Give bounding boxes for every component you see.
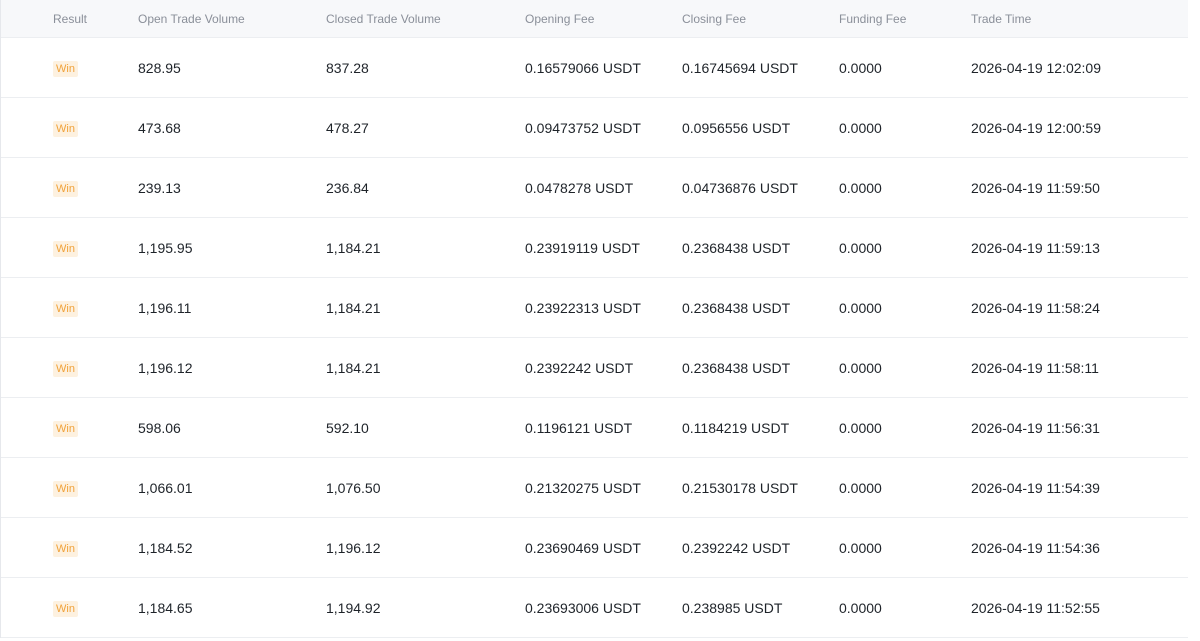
opening-fee: 0.21320275 USDT <box>525 479 641 496</box>
trade-time: 2026-04-19 12:02:09 <box>971 59 1101 76</box>
table-row[interactable] <box>1 398 1188 458</box>
trade-time: 2026-04-19 11:59:13 <box>971 239 1100 256</box>
table-row[interactable] <box>1 218 1188 278</box>
open-trade-volume: 598.06 <box>138 419 181 436</box>
funding-fee: 0.0000 <box>839 299 882 316</box>
closed-trade-volume: 236.84 <box>326 179 369 196</box>
open-trade-volume: 239.13 <box>138 179 181 196</box>
result-cell <box>1 419 138 437</box>
funding-fee: 0.0000 <box>839 239 882 256</box>
header-opening-fee: Opening Fee <box>525 11 595 26</box>
trade-time: 2026-04-19 11:52:55 <box>971 599 1100 616</box>
funding-fee: 0.0000 <box>839 419 882 436</box>
open-trade-volume: 473.68 <box>138 119 181 136</box>
header-funding-fee: Funding Fee <box>839 11 907 26</box>
result-cell <box>1 599 138 617</box>
funding-fee: 0.0000 <box>839 599 882 616</box>
win-badge: Win <box>53 361 78 377</box>
opening-fee: 0.23690469 USDT <box>525 539 641 556</box>
trade-time: 2026-04-19 11:59:50 <box>971 179 1100 196</box>
opening-fee: 0.23919119 USDT <box>525 239 640 256</box>
trade-time: 2026-04-19 11:54:36 <box>971 539 1100 556</box>
header-closing-fee: Closing Fee <box>682 11 747 26</box>
win-badge: Win <box>53 181 78 197</box>
open-trade-volume: 1,184.52 <box>138 539 193 556</box>
trade-time: 2026-04-19 12:00:59 <box>971 119 1101 136</box>
result-cell <box>1 359 138 377</box>
open-trade-volume: 1,196.12 <box>138 359 193 376</box>
closed-trade-volume: 592.10 <box>326 419 369 436</box>
closed-trade-volume: 478.27 <box>326 119 369 136</box>
funding-fee: 0.0000 <box>839 359 882 376</box>
result-cell <box>1 119 138 137</box>
closing-fee: 0.04736876 USDT <box>682 179 798 196</box>
header-closed-trade-volume: Closed Trade Volume <box>326 11 441 26</box>
closing-fee: 0.238985 USDT <box>682 599 783 616</box>
closing-fee: 0.2392242 USDT <box>682 539 791 556</box>
header-trade-time: Trade Time <box>971 11 1032 26</box>
trade-time: 2026-04-19 11:56:31 <box>971 419 1100 436</box>
win-badge: Win <box>53 481 78 497</box>
win-badge: Win <box>53 601 78 617</box>
table-row[interactable] <box>1 158 1188 218</box>
trade-time: 2026-04-19 11:58:24 <box>971 299 1100 316</box>
closed-trade-volume: 837.28 <box>326 59 369 76</box>
funding-fee: 0.0000 <box>839 119 882 136</box>
table-row[interactable] <box>1 278 1188 338</box>
funding-fee: 0.0000 <box>839 179 882 196</box>
win-badge: Win <box>53 121 78 137</box>
header-open-trade-volume: Open Trade Volume <box>138 11 245 26</box>
closing-fee: 0.2368438 USDT <box>682 359 791 376</box>
closing-fee: 0.2368438 USDT <box>682 239 791 256</box>
win-badge: Win <box>53 301 78 317</box>
table-row[interactable] <box>1 98 1188 158</box>
opening-fee: 0.23693006 USDT <box>525 599 641 616</box>
win-badge: Win <box>53 61 78 77</box>
open-trade-volume: 828.95 <box>138 59 181 76</box>
result-cell <box>1 299 138 317</box>
opening-fee: 0.09473752 USDT <box>525 119 641 136</box>
win-badge: Win <box>53 241 78 257</box>
table-header <box>1 0 1188 38</box>
table-row[interactable] <box>1 578 1188 638</box>
win-badge: Win <box>53 421 78 437</box>
funding-fee: 0.0000 <box>839 539 882 556</box>
closed-trade-volume: 1,194.92 <box>326 599 381 616</box>
result-cell <box>1 479 138 497</box>
closed-trade-volume: 1,184.21 <box>326 299 381 316</box>
opening-fee: 0.23922313 USDT <box>525 299 641 316</box>
closing-fee: 0.16745694 USDT <box>682 59 798 76</box>
closing-fee: 0.2368438 USDT <box>682 299 791 316</box>
result-cell <box>1 179 138 197</box>
closing-fee: 0.0956556 USDT <box>682 119 791 136</box>
table-row[interactable] <box>1 518 1188 578</box>
trade-time: 2026-04-19 11:54:39 <box>971 479 1100 496</box>
table-row[interactable] <box>1 338 1188 398</box>
trade-time: 2026-04-19 11:58:11 <box>971 359 1099 376</box>
table-row[interactable] <box>1 38 1188 98</box>
open-trade-volume: 1,195.95 <box>138 239 193 256</box>
open-trade-volume: 1,184.65 <box>138 599 193 616</box>
header-result: Result <box>53 11 88 26</box>
result-cell <box>1 239 138 257</box>
funding-fee: 0.0000 <box>839 479 882 496</box>
opening-fee: 0.16579066 USDT <box>525 59 641 76</box>
win-badge: Win <box>53 541 78 557</box>
closing-fee: 0.21530178 USDT <box>682 479 798 496</box>
open-trade-volume: 1,066.01 <box>138 479 193 496</box>
closing-fee: 0.1184219 USDT <box>682 419 790 436</box>
open-trade-volume: 1,196.11 <box>138 299 192 316</box>
table-row[interactable] <box>1 458 1188 518</box>
result-cell <box>1 59 138 77</box>
closed-trade-volume: 1,184.21 <box>326 359 381 376</box>
opening-fee: 0.0478278 USDT <box>525 179 634 196</box>
closed-trade-volume: 1,184.21 <box>326 239 381 256</box>
result-cell <box>1 539 138 557</box>
closed-trade-volume: 1,196.12 <box>326 539 381 556</box>
opening-fee: 0.1196121 USDT <box>525 419 633 436</box>
opening-fee: 0.2392242 USDT <box>525 359 634 376</box>
funding-fee: 0.0000 <box>839 59 882 76</box>
closed-trade-volume: 1,076.50 <box>326 479 381 496</box>
